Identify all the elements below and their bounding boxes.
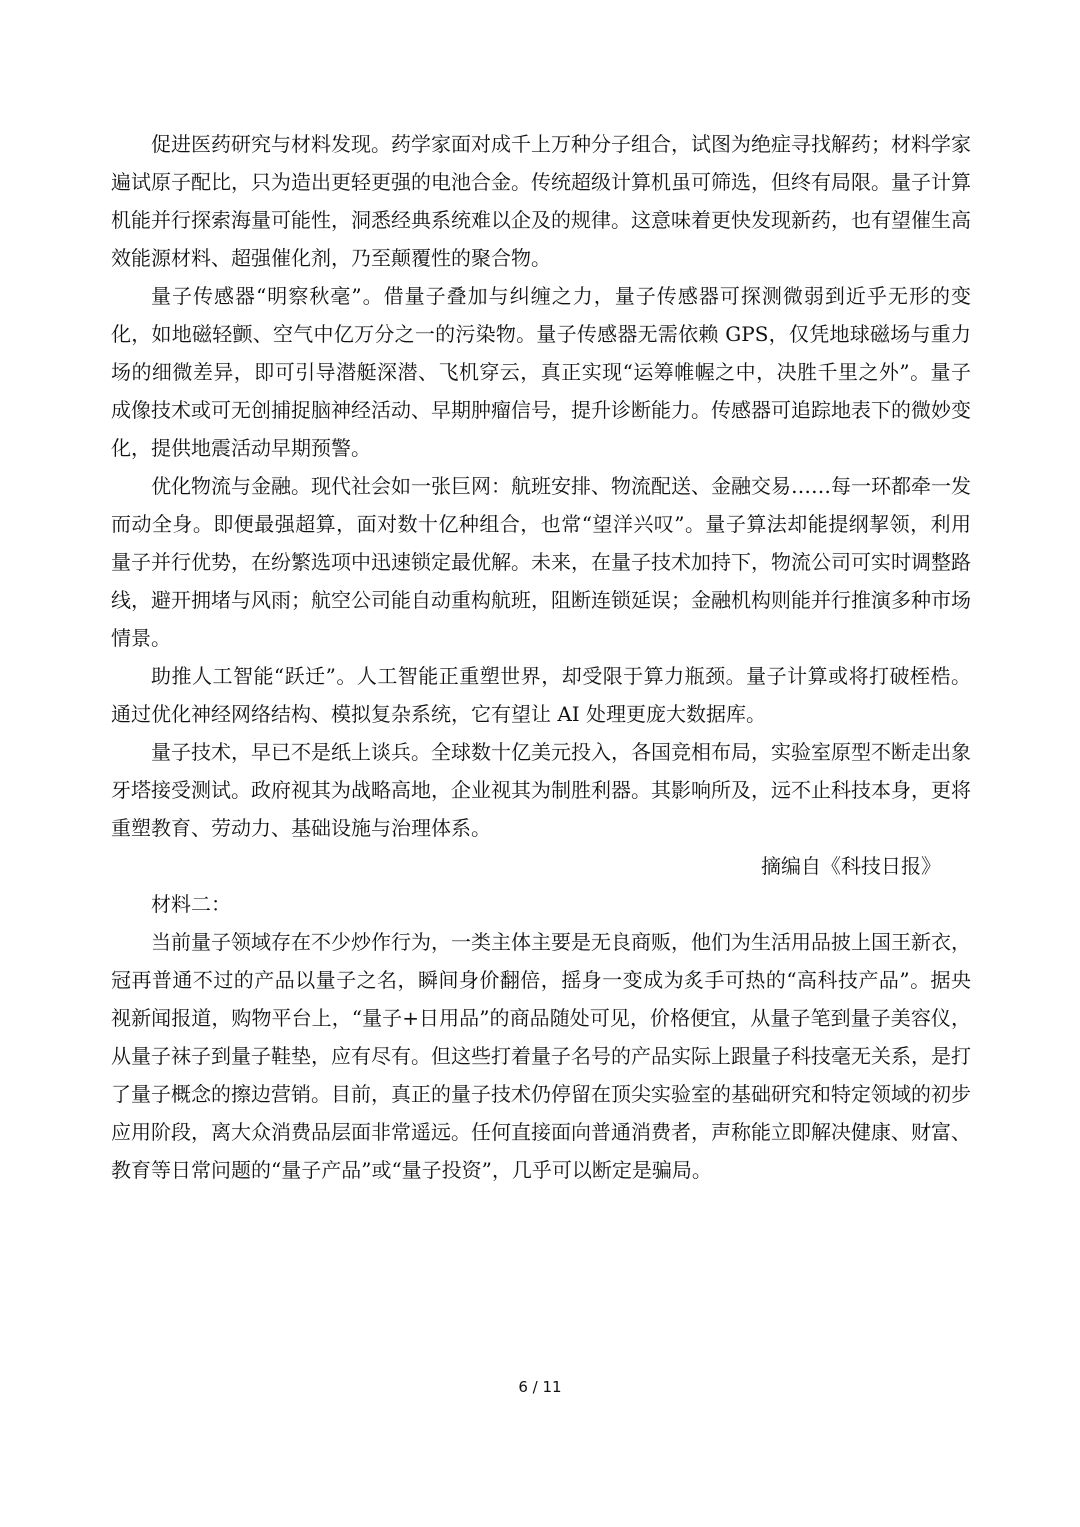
source-citation: 摘编自《科技日报》 — [761, 854, 941, 878]
paragraph-medicine-materials: 促进医药研究与材料发现。药学家面对成千上万种分子组合，试图为绝症寻找解药；材料学家遍试原子配比，只为造出更轻更强的电池合金。传统超级计算机虽可筛选，但终有局限。量子计算机能并行探索海量可能性，洞悉经典系统难以企及的规律。这意味着更快发现新药，也有望催生高效能源材料、超强催化剂，乃至颠覆性的聚合物。 — [111, 132, 971, 270]
document-body — [111, 125, 971, 1189]
paragraph-quantum-sensors: 量子传感器“明察秋毫”。借量子叠加与纠缠之力，量子传感器可探测微弱到近乎无形的变化，如地磁轻颤、空气中亿万分之一的污染物。量子传感器无需依赖 GPS，仅凭地球磁场与重力场的细微差异，即可引导潜艇深潜、飞机穿云，真正实现“运筹帷幄之中，决胜千里之外”。量子成像技术或可无创捕捉脑神经活动、早期肿瘤信号，提升诊断能力。传感器可追踪地表下的微妙变化，提供地震活动早期预警。 — [111, 284, 971, 460]
paragraph-quantum-hype: 当前量子领域存在不少炒作行为，一类主体主要是无良商贩，他们为生活用品披上国王新衣，冠再普通不过的产品以量子之名，瞬间身价翻倍，摇身一变成为炙手可热的“高科技产品”。据央视新闻报道，购物平台上，“量子+日用品”的商品随处可见，价格便宜，从量子笔到量子美容仪，从量子袜子到量子鞋垫，应有尽有。但这些打着量子名号的产品实际上跟量子科技毫无关系，是打了量子概念的擦边营销。目前，真正的量子技术仍停留在顶尖实验室的基础研究和特定领域的初步应用阶段，离大众消费品层面非常遥远。任何直接面向普通消费者，声称能立即解决健康、财富、教育等日常问题的“量子产品”或“量子投资”，几乎可以断定是骗局。 — [111, 930, 971, 1182]
paragraph-logistics-finance: 优化物流与金融。现代社会如一张巨网：航班安排、物流配送、金融交易……每一环都牵一发而动全身。即便最强超算，面对数十亿种组合，也常“望洋兴叹”。量子算法却能提纲挈领，利用量子并行优势，在纷繁选项中迅速锁定最优解。未来，在量子技术加持下，物流公司可实时调整路线，避开拥堵与风雨；航空公司能自动重构航班，阻断连锁延误；金融机构则能并行推演多种市场情景。 — [111, 474, 971, 650]
paragraph-quantum-outlook: 量子技术，早已不是纸上谈兵。全球数十亿美元投入，各国竞相布局，实验室原型不断走出象牙塔接受测试。政府视其为战略高地，企业视其为制胜利器。其影响所及，远不止科技本身，更将重塑教育、劳动力、基础设施与治理体系。 — [111, 740, 971, 840]
material-two-heading: 材料二： — [151, 892, 231, 916]
page-number: 6 / 11 — [518, 1378, 562, 1396]
paragraph-ai-leap: 助推人工智能“跃迁”。人工智能正重塑世界，却受限于算力瓶颈。量子计算或将打破桎梏。通过优化神经网络结构、模拟复杂系统，它有望让 AI 处理更庞大数据库。 — [111, 664, 971, 726]
